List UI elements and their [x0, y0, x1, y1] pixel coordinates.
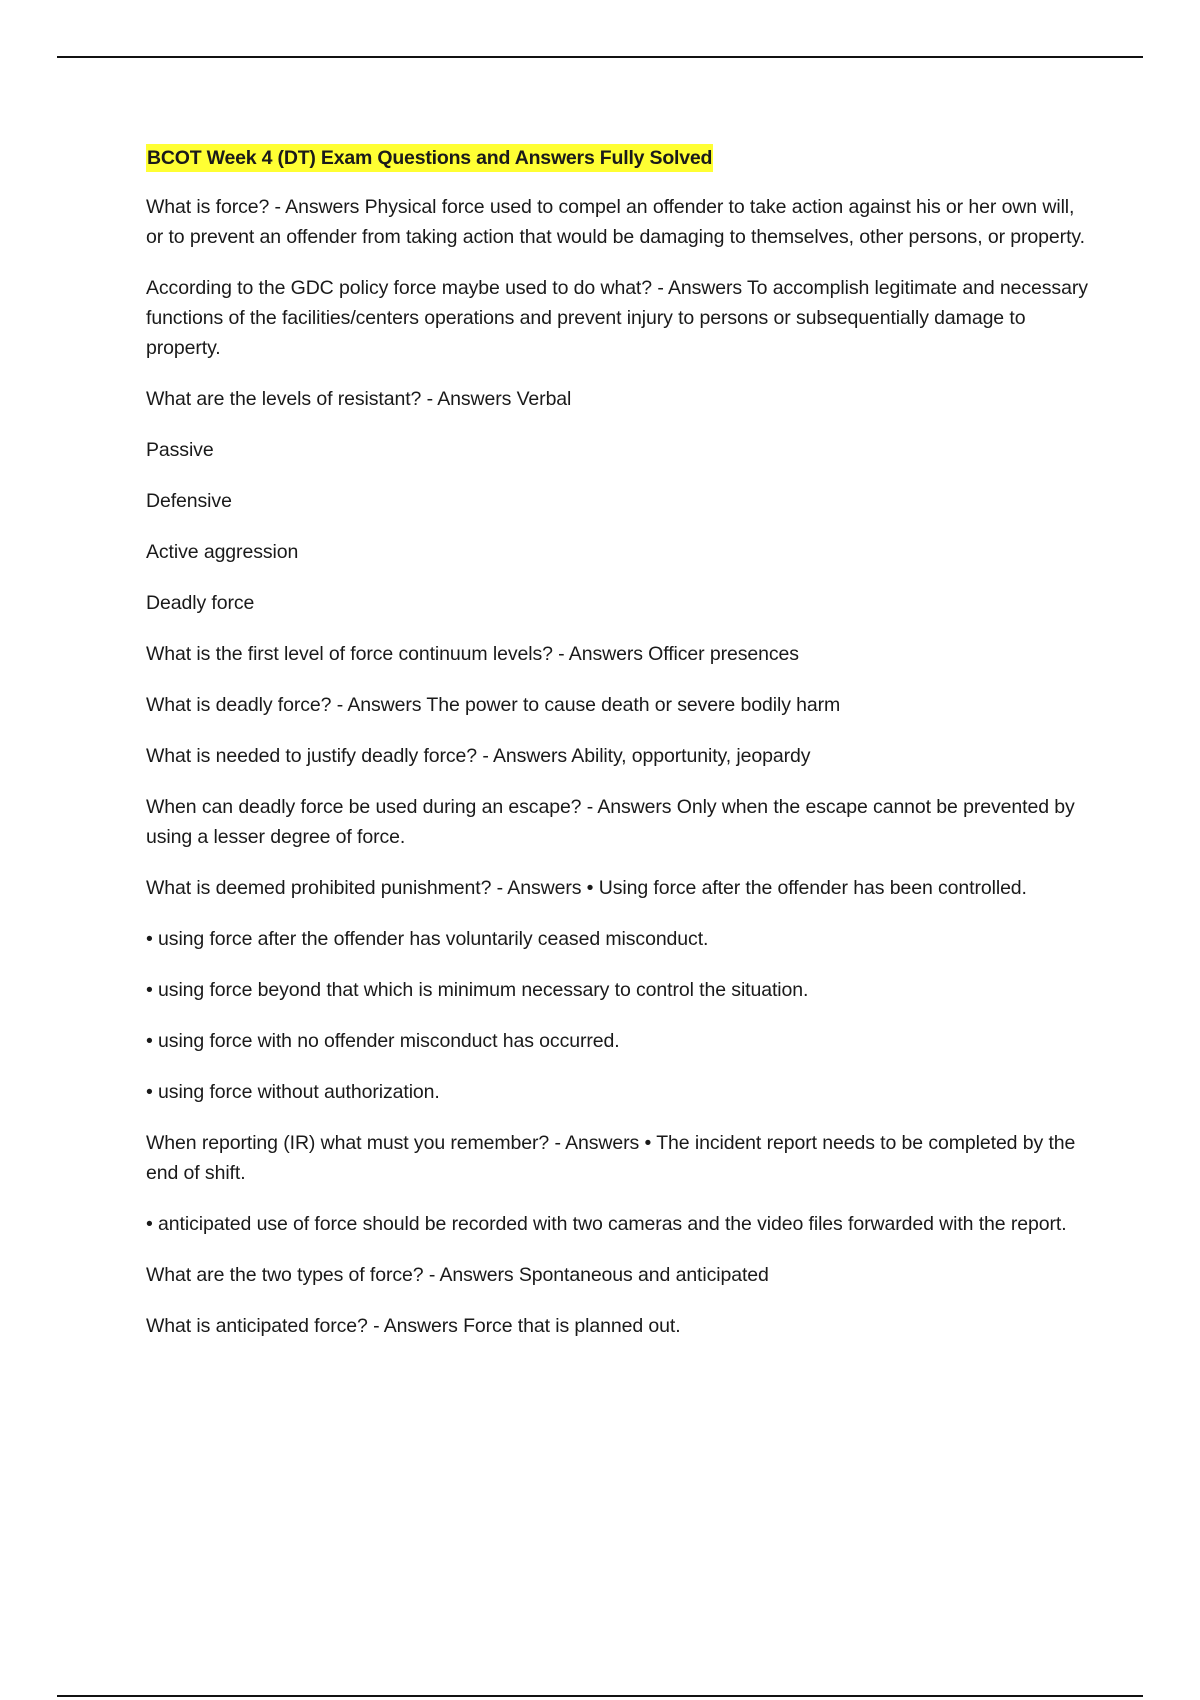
paragraph-list [146, 192, 1091, 1341]
paragraph-bullet-no-misconduct: • using force with no offender misconduct has occurred. [146, 1030, 620, 1052]
paragraph-two-types: What are the two types of force? - Answers Spontaneous and anticipated [146, 1264, 769, 1286]
footer-rule [57, 1695, 1143, 1697]
paragraph-prohibited-punishment: What is deemed prohibited punishment? - Answers • Using force after the offender has been controlled. [146, 877, 1027, 899]
paragraph-defensive: Defensive [146, 490, 232, 512]
paragraph-bullet-beyond-minimum: • using force beyond that which is minimum necessary to control the situation. [146, 979, 809, 1001]
paragraph-bullet-no-authorization: • using force without authorization. [146, 1081, 440, 1103]
paragraph-escape: When can deadly force be used during an escape? - Answers Only when the escape cannot be prevented by using a lesser degree of force. [146, 796, 1075, 848]
paragraph-justify-deadly-force: What is needed to justify deadly force? - Answers Ability, opportunity, jeopardy [146, 745, 811, 767]
paragraph-levels-of-resistance: What are the levels of resistant? - Answers Verbal [146, 388, 572, 410]
document-title: BCOT Week 4 (DT) Exam Questions and Answers Fully Solved [146, 144, 713, 172]
paragraph-bullet-ceased-misconduct: • using force after the offender has voluntarily ceased misconduct. [146, 928, 709, 950]
paragraph-bullet-cameras: • anticipated use of force should be recorded with two cameras and the video files forwarded with the report. [146, 1213, 1067, 1235]
paragraph-what-is-force: What is force? - Answers Physical force used to compel an offender to take action against his or her own will, or to prevent an offender from taking action that would be damaging to themselves, other persons, or property. [146, 196, 1085, 248]
paragraph-passive: Passive [146, 439, 214, 461]
paragraph-deadly-force-level: Deadly force [146, 592, 255, 614]
paragraph-reporting-ir: When reporting (IR) what must you remember? - Answers • The incident report needs to be completed by the end of shift. [146, 1132, 1076, 1184]
paragraph-first-level: What is the first level of force continuum levels? - Answers Officer presences [146, 643, 799, 665]
paragraph-gdc-policy: According to the GDC policy force maybe used to do what? - Answers To accomplish legitimate and necessary functions of the facilities/centers operations and prevent injury to persons or subsequentially damage to property. [146, 277, 1088, 359]
paragraph-anticipated-force: What is anticipated force? - Answers Force that is planned out. [146, 1315, 681, 1337]
paragraph-active-aggression: Active aggression [146, 541, 299, 563]
document-body [146, 143, 1091, 1362]
header-rule [57, 56, 1143, 58]
paragraph-deadly-force-definition: What is deadly force? - Answers The power to cause death or severe bodily harm [146, 694, 841, 716]
